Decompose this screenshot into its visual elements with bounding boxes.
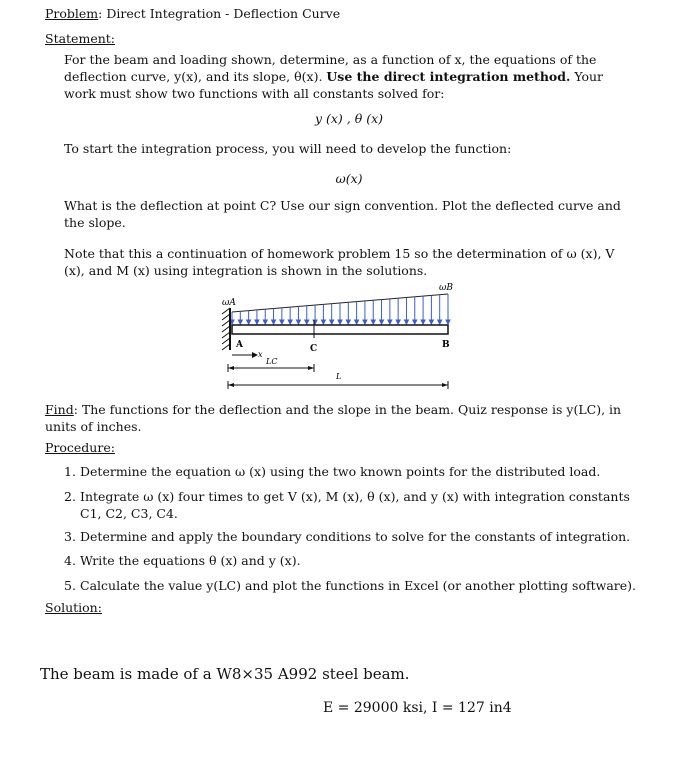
statement-paragraph-2: To start the integration process, you will need to develop the function:	[64, 141, 512, 156]
statement-paragraph-4: Note that this a continuation of homework problem 15 so the determination of ω (x), V (x), and M (x) using integration is shown in the solutions.	[64, 246, 615, 278]
load-arrow-head	[380, 320, 384, 324]
point-a-label: A	[236, 340, 243, 350]
load-arrow-head	[346, 320, 350, 324]
load-arrow-head	[363, 320, 367, 324]
statement-heading: Statement:	[45, 31, 115, 46]
procedure-heading: Procedure:	[45, 440, 115, 455]
problem-label: Problem	[45, 6, 99, 21]
procedure-step	[64, 552, 640, 569]
load-arrow-head	[446, 320, 450, 324]
material-properties: E = 29000 ksi, I = 127 in4	[323, 700, 512, 716]
point-b-label: B	[442, 340, 450, 350]
step-text: Write the equations θ (x) and y (x).	[80, 553, 301, 568]
w-a-label: ωA	[222, 298, 236, 308]
beam-material-text: The beam is made of a W8×35 A992 steel beam.	[40, 665, 410, 683]
load-arrow-head	[429, 320, 433, 324]
l-label: L	[336, 372, 342, 381]
beam-body	[232, 325, 448, 334]
w-b-label: ωB	[439, 283, 453, 293]
equation-omega: ω(x)	[335, 171, 363, 186]
load-arrow-head	[247, 320, 251, 324]
step-number: 2.	[64, 489, 76, 504]
load-arrow-head	[263, 320, 267, 324]
step-text: Integrate ω (x) four times to get V (x), M (x), θ (x), and y (x) with integration constants C1, C2, C3, C4.	[80, 489, 630, 521]
load-arrow-head	[421, 320, 425, 324]
procedure-step	[64, 488, 640, 522]
load-arrow-head	[330, 320, 334, 324]
load-arrow-head	[413, 320, 417, 324]
statement-paragraph-1	[64, 51, 624, 102]
step-text: Calculate the value y(LC) and plot the functions in Excel (or another plotting software).	[80, 578, 637, 593]
step-text: Determine and apply the boundary conditions to solve for the constants of integration.	[80, 529, 631, 544]
load-arrow-head	[255, 320, 259, 324]
p1-text: For the beam and loading shown, determine, as a function of x, the equations of the deflection curve, y(x), and its slope, θ(x). Use the direct integration method. Your work must show two functions with all constants solved for:	[64, 52, 604, 101]
load-arrow-head	[238, 320, 242, 324]
load-arrow-head	[272, 320, 276, 324]
find-text: The functions for the deflection and the slope in the beam. Quiz response is y(LC), in units of inches.	[45, 402, 622, 434]
load-arrow-head	[371, 320, 375, 324]
step-number: 3.	[64, 529, 76, 544]
find-label: Find	[45, 402, 74, 417]
beam-diagram	[210, 278, 470, 396]
load-arrow-head	[296, 320, 300, 324]
load-arrow-head	[388, 320, 392, 324]
load-arrow-head	[305, 320, 309, 324]
find-section: Find: The functions for the deflection and the slope in the beam. Quiz response is y(LC), in units of inches.	[45, 402, 622, 434]
point-c-label: C	[310, 344, 318, 354]
problem-header: Problem: Direct Integration - Deflection Curve	[45, 6, 341, 21]
procedure-step	[64, 577, 640, 594]
step-number: 1.	[64, 464, 76, 479]
solution-heading: Solution:	[45, 600, 102, 615]
step-number: 4.	[64, 553, 76, 568]
load-arrow-head	[396, 320, 400, 324]
support-hatch	[222, 308, 230, 350]
load-arrow-head	[404, 320, 408, 324]
x-label: x	[258, 350, 263, 359]
load-arrow-head	[338, 320, 342, 324]
step-number: 5.	[64, 578, 76, 593]
load-arrow-head	[288, 320, 292, 324]
procedure-step	[64, 528, 640, 545]
step-text: Determine the equation ω (x) using the two known points for the distributed load.	[80, 464, 601, 479]
load-arrow-head	[321, 320, 325, 324]
problem-title: Direct Integration - Deflection Curve	[106, 6, 341, 21]
procedure-step	[64, 463, 640, 480]
load-arrow-head	[438, 320, 442, 324]
equation-y-theta: y (x) , θ (x)	[314, 111, 384, 126]
load-arrow-head	[355, 320, 359, 324]
lc-label: LC	[266, 357, 278, 366]
statement-paragraph-3: What is the deflection at point C? Use our sign convention. Plot the deflected curve and the slope.	[64, 198, 621, 230]
load-arrow-head	[280, 320, 284, 324]
